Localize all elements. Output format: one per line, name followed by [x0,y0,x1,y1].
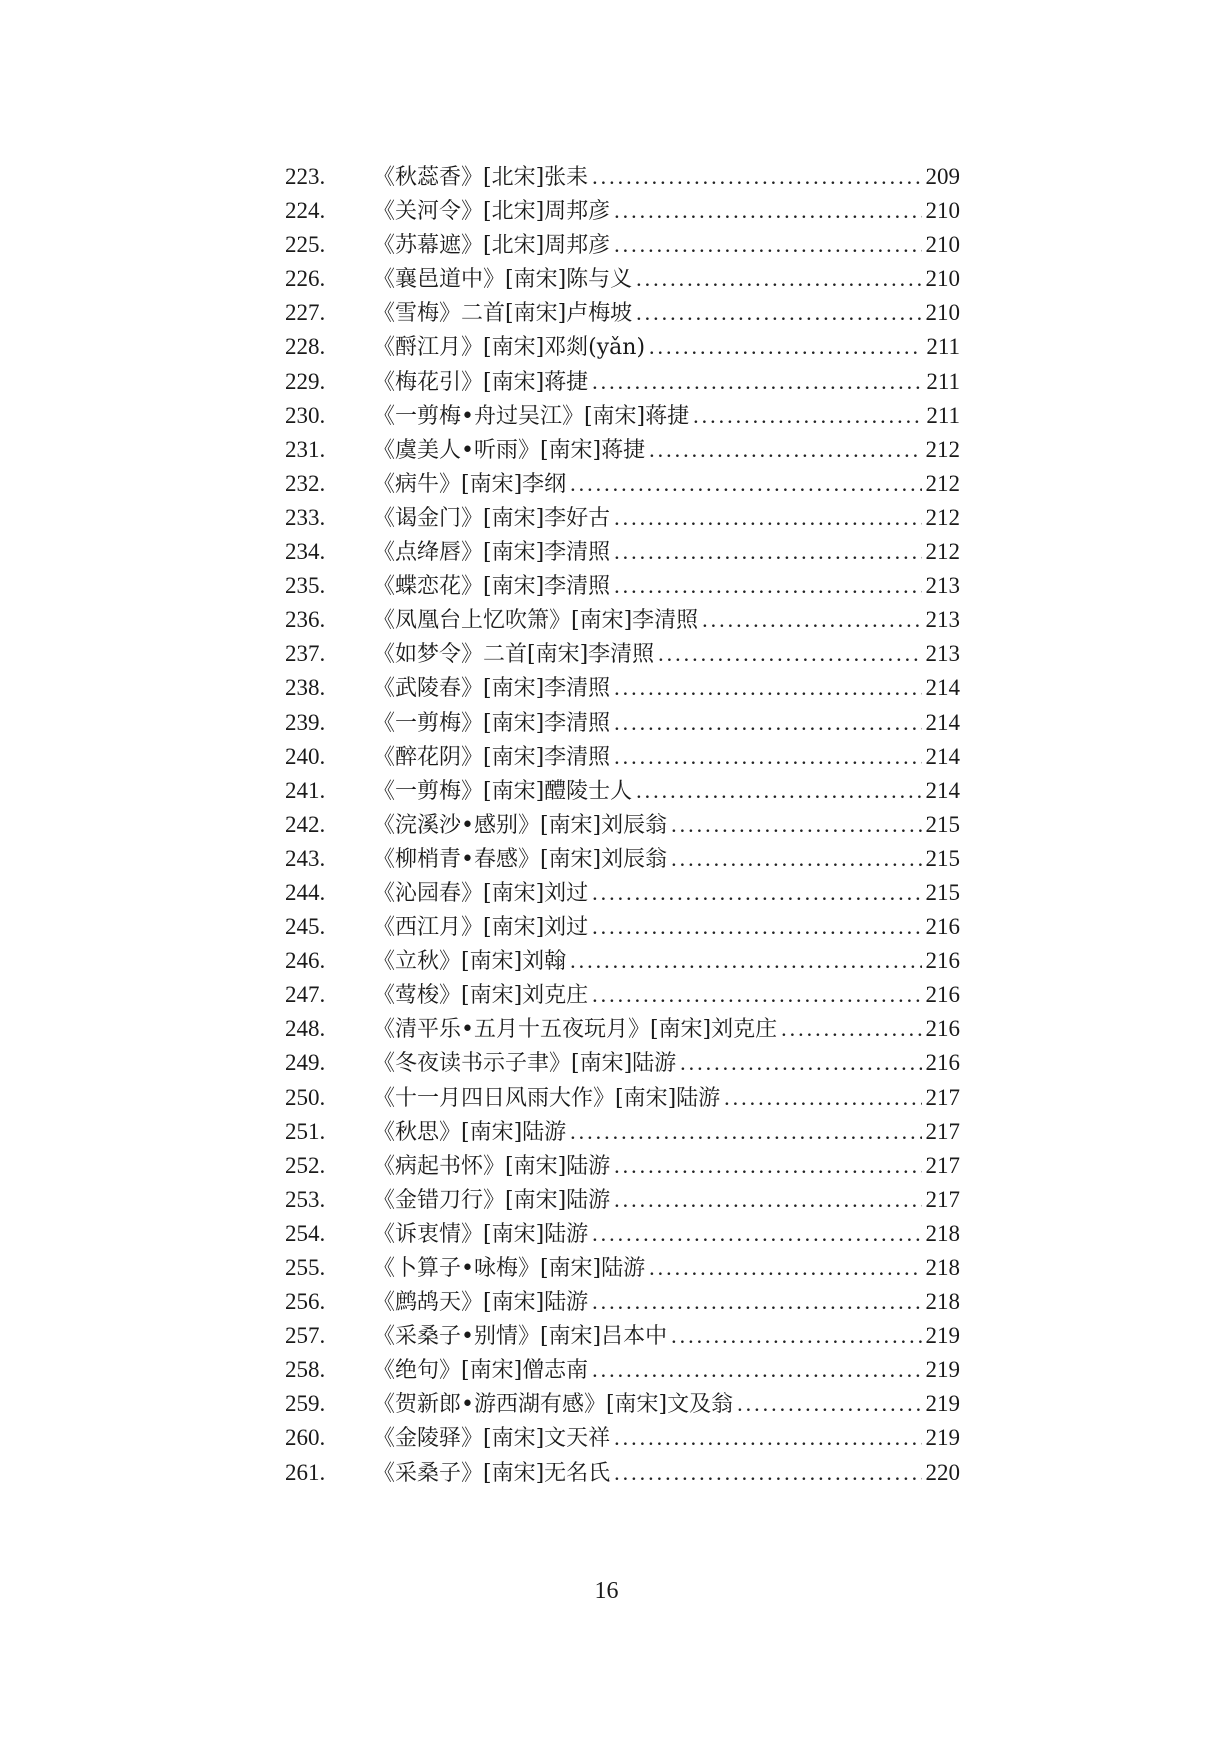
toc-entry-page: 214 [925,709,960,735]
toc-entry-page: 212 [925,539,960,565]
toc-entry [285,228,960,262]
toc-entry [285,1012,960,1046]
toc-dot-leader [671,1319,921,1353]
toc-entry-page: 215 [925,879,960,905]
toc-entry-number: 232. [285,470,326,496]
toc-entry-page: 218 [925,1289,960,1315]
toc-dot-leader [592,978,921,1012]
toc-entry [285,978,960,1012]
toc-entry-title: 《梅花引》[南宋]蒋捷 [373,369,589,395]
toc-entry-page: 210 [925,266,960,292]
toc-entry [285,467,960,501]
toc-dot-leader [592,1217,921,1251]
toc-entry-title: 《柳梢青•春感》[南宋]刘辰翁 [373,846,668,872]
toc-entry-title: 《谒金门》[南宋]李好古 [373,505,611,531]
toc-dot-leader [614,1421,921,1455]
toc-dot-leader [614,740,921,774]
toc-dot-leader [636,296,921,330]
toc-entry-title: 《病起书怀》[南宋]陆游 [373,1153,611,1179]
toc-dot-leader [658,637,921,671]
toc-dot-leader [671,808,921,842]
toc-entry-number: 243. [285,845,326,871]
toc-dot-leader [570,467,921,501]
toc-entry-title: 《一剪梅•舟过吴江》[南宋]蒋捷 [373,403,690,429]
toc-entry-title: 《浣溪沙•感别》[南宋]刘辰翁 [373,812,668,838]
toc-entry-number: 237. [285,641,326,667]
toc-entry-title: 《病牛》[南宋]李纲 [373,471,567,497]
toc-entry-title: 《冬夜读书示子聿》[南宋]陆游 [373,1051,677,1077]
toc-dot-leader [781,1012,921,1046]
toc-entry-page: 220 [925,1459,960,1485]
toc-entry-title: 《一剪梅》[南宋]李清照 [373,710,611,736]
toc-entry-number: 227. [285,300,326,326]
toc-dot-leader [614,501,921,535]
toc-entry-number: 240. [285,743,326,769]
toc-entry-title: 《西江月》[南宋]刘过 [373,915,589,941]
toc-entry-title: 《酹江月》[南宋]邓剡(yǎn) [373,335,646,361]
toc-entry-page: 212 [925,504,960,530]
toc-dot-leader [614,1183,921,1217]
toc-entry-page: 216 [925,914,960,940]
toc-entry-title: 《沁园春》[南宋]刘过 [373,880,589,906]
toc-entry [285,1421,960,1455]
toc-entry-page: 215 [925,845,960,871]
toc-entry [285,1149,960,1183]
toc-entry-title: 《采桑子•别情》[南宋]吕本中 [373,1324,668,1350]
toc-entry-number: 229. [285,368,326,394]
toc-entry-number: 253. [285,1186,326,1212]
toc-entry-title: 《雪梅》二首[南宋]卢梅坡 [373,301,633,327]
toc-entry-page: 212 [925,436,960,462]
toc-entry-page: 217 [925,1186,960,1212]
toc-entry-title: 《如梦令》二首[南宋]李清照 [373,642,655,668]
toc-entry-page: 216 [925,948,960,974]
toc-entry-page: 211 [926,368,960,394]
toc-entry-number: 257. [285,1323,326,1349]
toc-entry-title: 《醉花阴》[南宋]李清照 [373,744,611,770]
toc-dot-leader [649,330,922,364]
toc-entry-number: 234. [285,539,326,565]
toc-entry [285,944,960,978]
toc-entry-page: 210 [925,300,960,326]
toc-entry [285,706,960,740]
toc-entry-page: 216 [925,982,960,1008]
toc-dot-leader [614,535,921,569]
toc-entry-number: 224. [285,198,326,224]
toc-entry-page: 218 [925,1255,960,1280]
toc-entry-page: 210 [925,198,960,224]
toc-entry-title: 《武陵春》[南宋]李清照 [373,676,611,702]
toc-entry-title: 《绝句》[南宋]僧志南 [373,1358,589,1384]
toc-entry-title: 《采桑子》[南宋]无名氏 [373,1460,611,1486]
toc-entry-number: 247. [285,982,326,1008]
toc-entry-number: 225. [285,232,326,258]
toc-entry-number: 230. [285,402,326,428]
toc-dot-leader [649,1251,921,1285]
toc-entry [285,262,960,296]
toc-entry-number: 236. [285,607,326,633]
toc-dot-leader [702,603,921,637]
toc-entry-number: 259. [285,1391,326,1417]
toc-entry [285,160,960,194]
toc-entry-number: 223. [285,164,326,189]
toc-entry [285,1251,960,1285]
toc-dot-leader [680,1046,921,1080]
toc-entry [285,1183,960,1217]
toc-entry [285,330,960,364]
toc-entry [285,296,960,330]
toc-dot-leader [592,1353,921,1387]
toc-dot-leader [737,1387,921,1421]
toc-entry [285,808,960,842]
toc-entry-page: 211 [926,402,960,428]
toc-entry-page: 209 [925,164,960,189]
toc-entry [285,569,960,603]
toc-dot-leader [614,569,921,603]
toc-entry [285,671,960,705]
toc-entry-title: 《十一月四日风雨大作》[南宋]陆游 [373,1085,721,1111]
toc-entry-number: 228. [285,334,326,360]
toc-entry-page: 219 [925,1391,960,1417]
toc-entry-title: 《襄邑道中》[南宋]陈与义 [373,267,633,293]
toc-entry-page: 213 [925,607,960,633]
toc-entry-page: 219 [925,1425,960,1451]
toc-dot-leader [636,262,921,296]
toc-entry-title: 《苏幕遮》[北宋]周邦彦 [373,233,611,259]
toc-entry-page: 217 [925,1084,960,1110]
toc-entry-number: 261. [285,1459,326,1485]
toc-entry [285,603,960,637]
toc-entry-number: 258. [285,1357,326,1383]
toc-entry [285,876,960,910]
toc-dot-leader [592,160,921,194]
toc-entry-page: 213 [925,573,960,599]
toc-entry-title: 《鹧鸪天》[南宋]陆游 [373,1290,589,1316]
toc-entry-number: 242. [285,811,326,837]
toc-dot-leader [570,1115,921,1149]
toc-dot-leader [649,433,921,467]
toc-entry-title: 《虞美人•听雨》[南宋]蒋捷 [373,437,646,463]
toc-dot-leader [614,228,921,262]
toc-entry-number: 251. [285,1118,326,1144]
toc-entry-title: 《凤凰台上忆吹箫》[南宋]李清照 [373,608,699,634]
toc-entry-number: 233. [285,504,326,530]
toc-entry [285,194,960,228]
toc-entry [285,1353,960,1387]
toc-dot-leader [724,1081,921,1115]
toc-entry-page: 214 [925,777,960,803]
toc-entry [285,637,960,671]
toc-entry-number: 252. [285,1152,326,1178]
table-of-contents [285,160,960,1490]
toc-entry [285,1456,960,1490]
toc-dot-leader [592,876,921,910]
toc-entry-page: 216 [925,1050,960,1076]
toc-entry-number: 246. [285,948,326,974]
toc-entry [285,740,960,774]
toc-dot-leader [570,944,921,978]
page-number: 16 [594,1578,619,1604]
toc-entry-number: 248. [285,1016,326,1042]
toc-entry-number: 256. [285,1289,326,1315]
toc-entry-title: 《诉衷情》[南宋]陆游 [373,1221,589,1247]
toc-entry-page: 218 [925,1220,960,1246]
toc-dot-leader [614,1149,921,1183]
toc-entry [285,910,960,944]
toc-entry [285,1319,960,1353]
toc-entry-number: 241. [285,777,326,803]
toc-entry-title: 《蝶恋花》[南宋]李清照 [373,574,611,600]
toc-entry [285,1046,960,1080]
toc-entry [285,399,960,433]
toc-dot-leader [693,399,922,433]
toc-entry-number: 239. [285,709,326,735]
toc-dot-leader [614,194,921,228]
toc-entry-page: 216 [925,1016,960,1042]
toc-entry-title: 《秋蕊香》[北宋]张耒 [373,165,589,190]
toc-entry-page: 219 [925,1357,960,1383]
toc-dot-leader [614,671,921,705]
toc-entry [285,433,960,467]
toc-entry-page: 212 [925,470,960,496]
toc-dot-leader [614,706,921,740]
toc-entry-number: 245. [285,914,326,940]
toc-entry [285,774,960,808]
toc-entry-title: 《立秋》[南宋]刘翰 [373,949,567,975]
toc-entry-title: 《点绛唇》[南宋]李清照 [373,540,611,566]
toc-dot-leader [671,842,921,876]
toc-entry-number: 238. [285,675,326,701]
toc-entry-page: 214 [925,743,960,769]
toc-dot-leader [592,910,921,944]
toc-entry-title: 《秋思》[南宋]陆游 [373,1119,567,1145]
toc-entry-page: 219 [925,1323,960,1349]
toc-entry-number: 244. [285,879,326,905]
toc-dot-leader [592,1285,921,1319]
toc-entry-number: 231. [285,436,326,462]
toc-entry-page: 213 [925,641,960,667]
toc-entry [285,1387,960,1421]
toc-entry [285,1285,960,1319]
toc-entry-number: 254. [285,1220,326,1246]
toc-entry-number: 235. [285,573,326,599]
toc-entry-page: 215 [925,811,960,837]
toc-entry-page: 217 [925,1152,960,1178]
toc-entry-title: 《关河令》[北宋]周邦彦 [373,199,611,225]
toc-entry-number: 226. [285,266,326,292]
toc-entry [285,535,960,569]
toc-entry-title: 《一剪梅》[南宋]醴陵士人 [373,778,633,804]
toc-dot-leader [636,774,921,808]
toc-entry-title: 《贺新郎•游西湖有感》[南宋]文及翁 [373,1392,734,1418]
toc-dot-leader [592,365,922,399]
toc-entry-page: 210 [925,232,960,258]
toc-entry-title: 《金陵驿》[南宋]文天祥 [373,1426,611,1452]
toc-entry-page: 211 [926,334,960,360]
toc-entry-page: 217 [925,1118,960,1144]
toc-entry [285,1217,960,1251]
toc-entry-number: 260. [285,1425,326,1451]
toc-entry-number: 249. [285,1050,326,1076]
toc-entry-title: 《清平乐•五月十五夜玩月》[南宋]刘克庄 [373,1017,778,1043]
toc-entry-page: 214 [925,675,960,701]
toc-entry [285,1115,960,1149]
toc-entry-title: 《金错刀行》[南宋]陆游 [373,1187,611,1213]
toc-dot-leader [614,1456,921,1490]
toc-entry-title: 《卜算子•咏梅》[南宋]陆游 [373,1256,646,1281]
toc-entry-number: 250. [285,1084,326,1110]
toc-entry-title: 《莺梭》[南宋]刘克庄 [373,983,589,1009]
toc-entry [285,365,960,399]
toc-entry [285,1081,960,1115]
toc-entry [285,501,960,535]
toc-entry [285,842,960,876]
toc-entry-number: 255. [285,1255,326,1280]
